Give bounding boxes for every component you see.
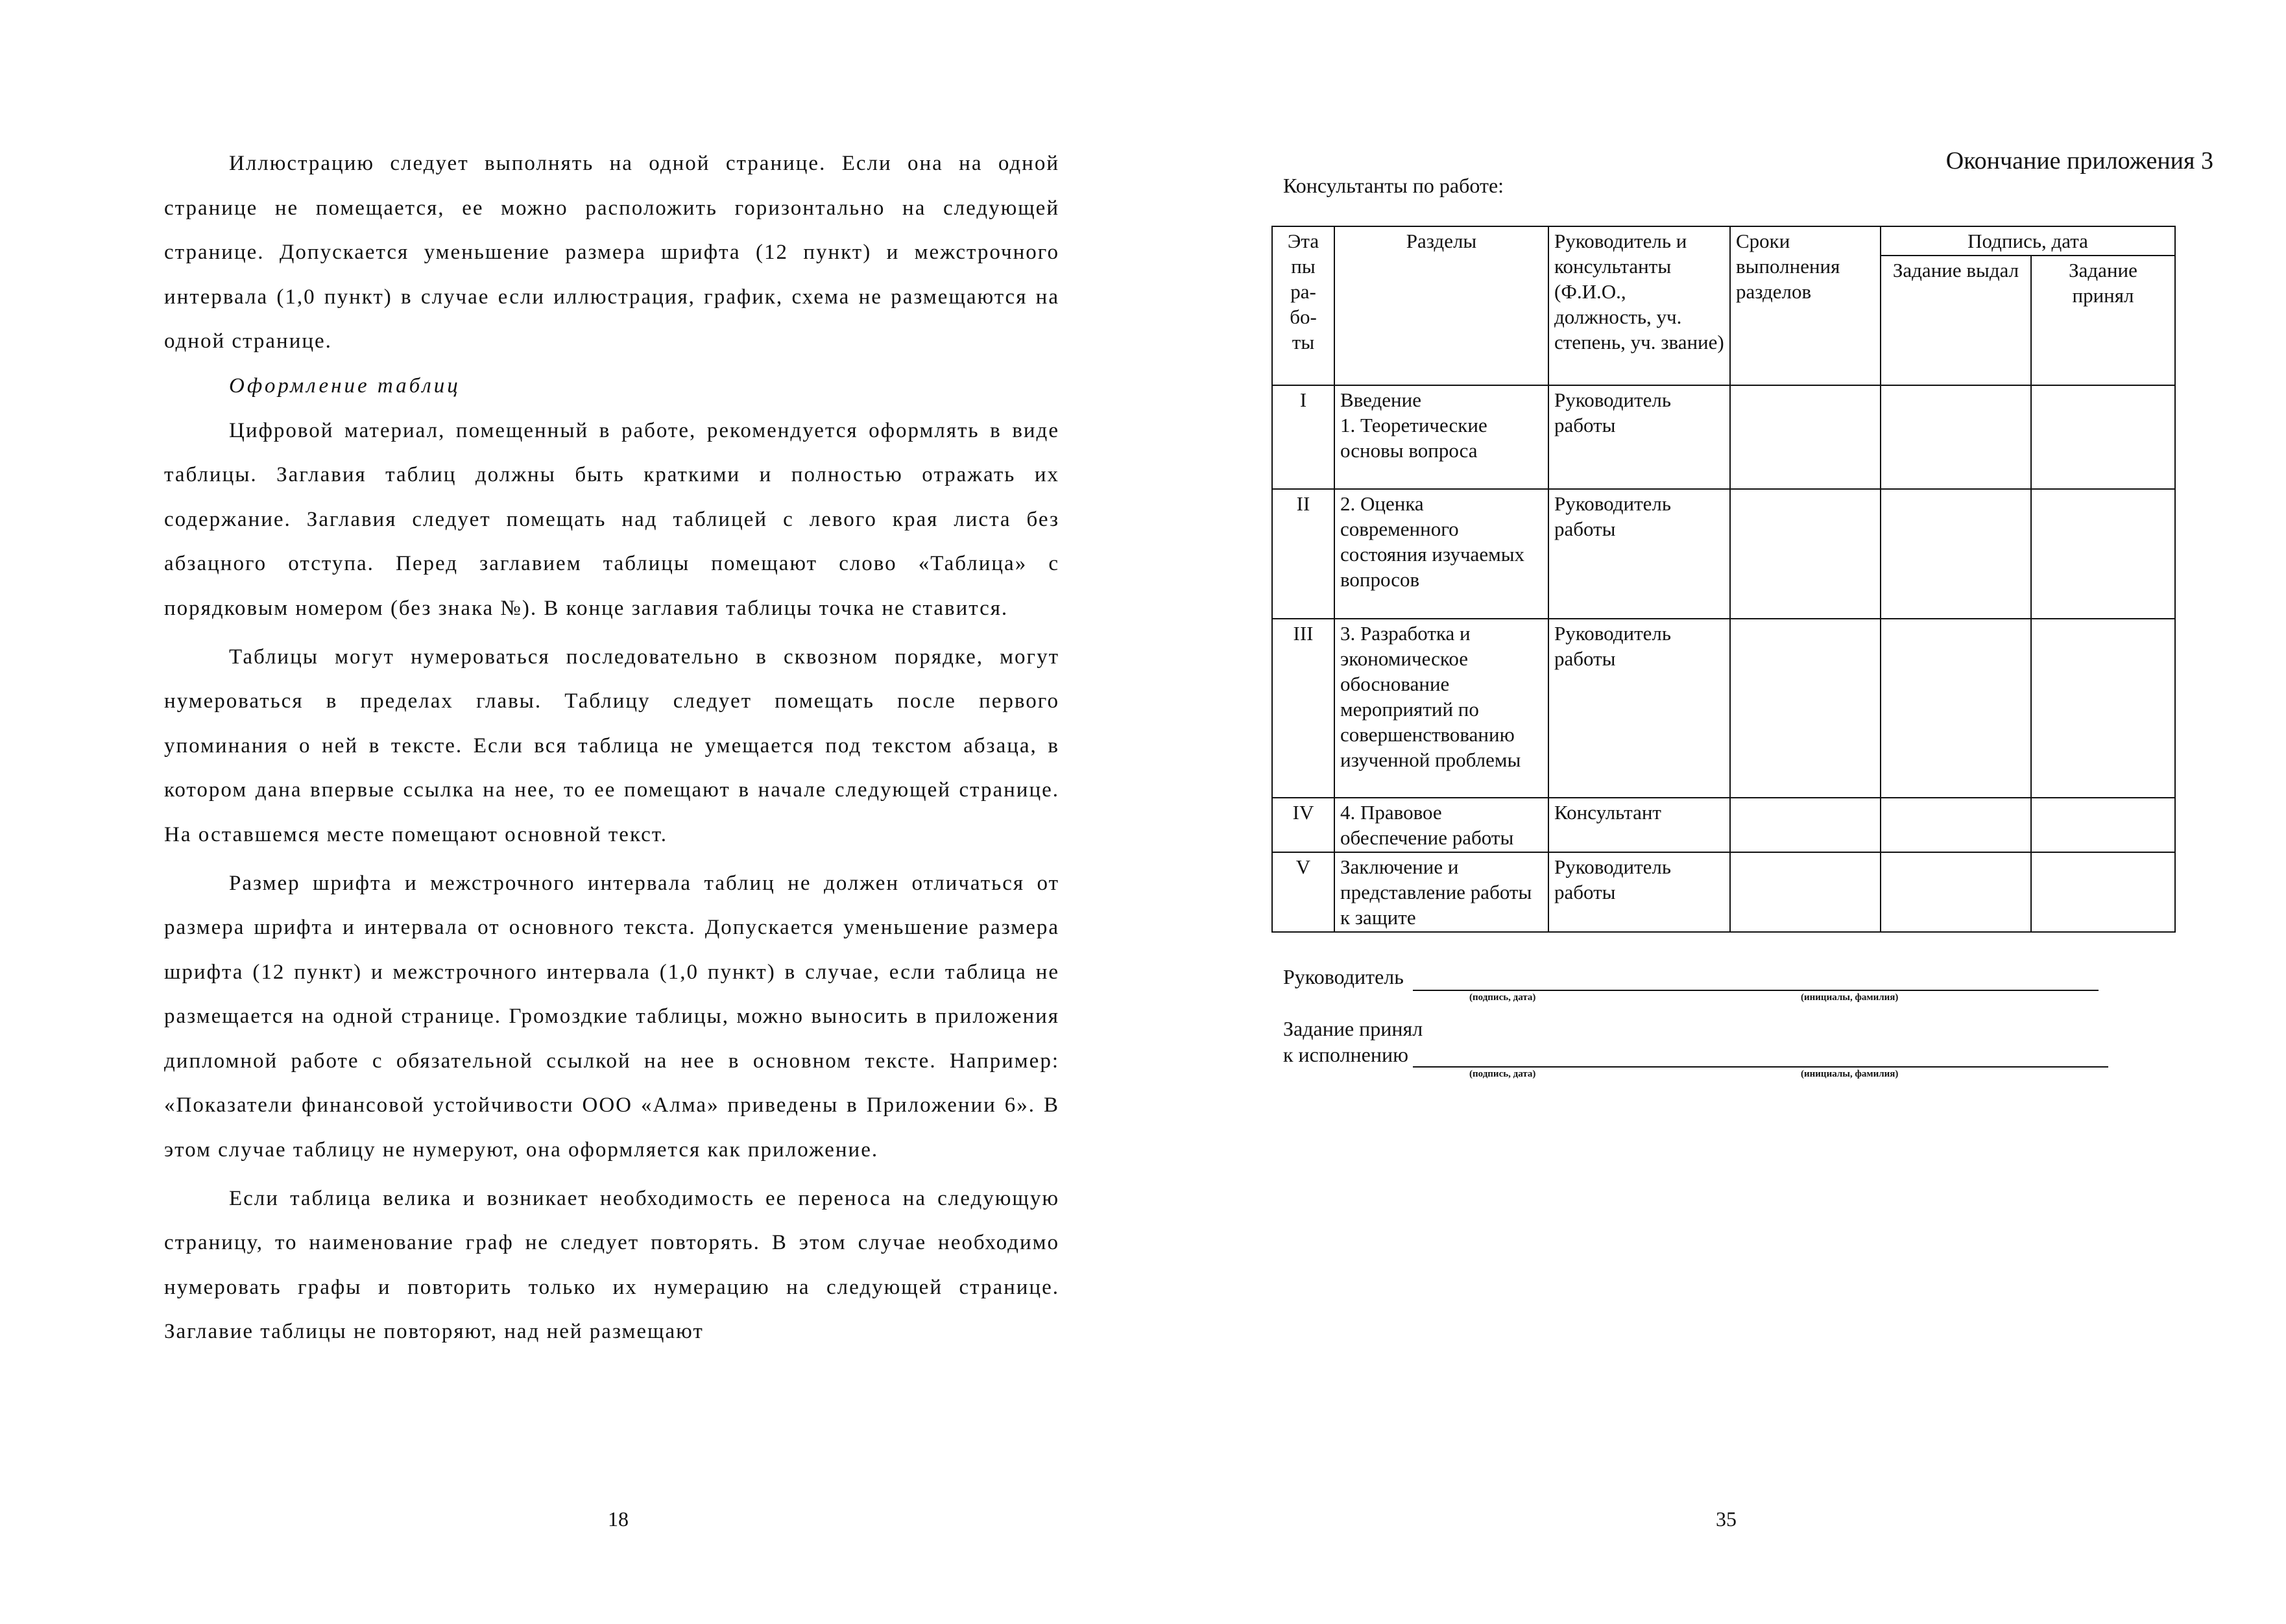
accepted-label-line2: к исполнению (1283, 1043, 1409, 1066)
stage-cell: V (1272, 852, 1334, 932)
work-stages-table (1271, 226, 2176, 933)
section-cell: Заключение и представление работы к защите (1334, 852, 1548, 932)
header-task-accepted: Задание принял (2031, 256, 2175, 385)
header-supervisor: Руководитель и консультанты (Ф.И.О., должность, уч. степень, уч. звание) (1548, 226, 1730, 385)
issued-cell (1881, 385, 2031, 489)
stage-cell: III (1272, 619, 1334, 798)
paragraph-illustration: Иллюстрацию следует выполнять на одной странице. Если она на одной странице не помещается, ее можно расположить горизонтально на следующей странице. Допускается уменьшение размера шрифта (12 пункт) и межстрочного интервала (1,0 пункт) в случае если иллюстрация, график, схема не размещаются на одной странице. (164, 152, 1059, 353)
accepted-cell (2031, 619, 2175, 798)
paragraph-digital-material: Цифровой материал, помещенный в работе, рекомендуется оформлять в виде таблицы. Заглавия таблиц должны быть краткими и полностью отражать их содержание. Заглавия следует помещать над таблицей с левого края листа без абзацного отступа. Перед заглавием таблицы помещают слово «Таблица» с порядковым номером (без знака №). В конце заглавия таблицы точка не ставится. (164, 418, 1059, 620)
appendix-title: Окончание приложения 3 (1945, 147, 2213, 174)
section-cell: 3. Разработка и экономическое обоснование мероприятий по совершенствованию изученной проблемы (1334, 619, 1548, 798)
subheading-tables: Оформление таблиц (229, 374, 461, 398)
issued-cell (1881, 619, 2031, 798)
table-row (1272, 852, 2175, 932)
deadline-cell (1730, 619, 1881, 798)
person-cell: Руководитель работы (1548, 619, 1730, 798)
issued-cell (1881, 489, 2031, 619)
accepted-cell (2031, 385, 2175, 489)
section-cell: Введение 1. Теоретические основы вопроса (1334, 385, 1548, 489)
page-number-right: 35 (1716, 1507, 1737, 1531)
body-text (164, 141, 1059, 1354)
header-sections: Разделы (1334, 226, 1548, 385)
stage-cell: II (1272, 489, 1334, 619)
header-deadlines: Сроки выполнения разделов (1730, 226, 1881, 385)
issued-cell (1881, 852, 2031, 932)
section-cell: 2. Оценка современного состояния изучаемых вопросов (1334, 489, 1548, 619)
deadline-cell (1730, 489, 1881, 619)
supervisor-caption-initials: (инициалы, фамилия) (1801, 992, 1899, 1003)
accepted-cell (2031, 852, 2175, 932)
table-row (1272, 798, 2175, 852)
paragraph-transfer: Если таблица велика и возникает необходимость ее переноса на следующую страницу, то наименование граф не следует повторять. В этом случае необходимо нумеровать графы и повторить только их нумерацию на следующей странице. Заглавие таблицы не повторяют, над ней размещают (164, 1186, 1059, 1344)
header-stage: Эта пы ра- бо- ты (1272, 226, 1334, 385)
left-page (0, 0, 1142, 1624)
stage-cell: IV (1272, 798, 1334, 852)
person-cell: Руководитель работы (1548, 385, 1730, 489)
table-header-row (1272, 226, 2175, 256)
person-cell: Руководитель работы (1548, 852, 1730, 932)
accepted-cell (2031, 798, 2175, 852)
accepted-caption-signature-date: (подпись, дата) (1469, 1069, 1536, 1079)
header-signature-date: Подпись, дата (1881, 226, 2175, 256)
consultants-label: Консультанты по работе: (1283, 174, 1504, 197)
page-number-left: 18 (608, 1507, 629, 1531)
person-cell: Руководитель работы (1548, 489, 1730, 619)
paragraph-numbering: Таблицы могут нумероваться последовательно в сквозном порядке, могут нумероваться в пределах главы. Таблицу следует помещать после первого упоминания о ней в тексте. Если вся таблица не умещается под текстом абзаца, в котором дана впервые ссылка на нее, то ее помещают в начале следующей странице. На оставшемся месте помещают основной текст. (164, 645, 1059, 846)
supervisor-label: Руководитель (1283, 965, 1404, 988)
stage-cell: I (1272, 385, 1334, 489)
accepted-label-line1: Задание принял (1283, 1017, 1423, 1040)
section-cell: 4. Правовое обеспечение работы (1334, 798, 1548, 852)
issued-cell (1881, 798, 2031, 852)
deadline-cell (1730, 852, 1881, 932)
deadline-cell (1730, 798, 1881, 852)
deadline-cell (1730, 385, 1881, 489)
paragraph-font-size: Размер шрифта и межстрочного интервала таблиц не должен отличаться от размера шрифта и интервала от основного текста. Допускается уменьшение размера шрифта (12 пункт) и межстрочного интервала (1,0 пункт) в случае, если таблица не размещается на одной странице. Громоздкие таблицы, можно выносить в приложения дипломной работе с обязательной ссылкой на нее в основном тексте. Например: «Показатели финансовой устойчивости ООО «Алма» приведены в Приложении 6». В этом случае таблицу не нумеруют, она оформляется как приложение. (164, 871, 1059, 1162)
accepted-caption-initials: (инициалы, фамилия) (1801, 1069, 1899, 1079)
header-task-issued: Задание выдал (1881, 256, 2031, 385)
accepted-cell (2031, 489, 2175, 619)
table-row (1272, 385, 2175, 489)
supervisor-signature-line (1413, 970, 2099, 991)
right-page (1142, 0, 2286, 1624)
table-row (1272, 489, 2175, 619)
person-cell: Консультант (1548, 798, 1730, 852)
supervisor-caption-signature-date: (подпись, дата) (1469, 992, 1536, 1003)
table-row (1272, 619, 2175, 798)
accepted-signature-line (1413, 1047, 2108, 1068)
